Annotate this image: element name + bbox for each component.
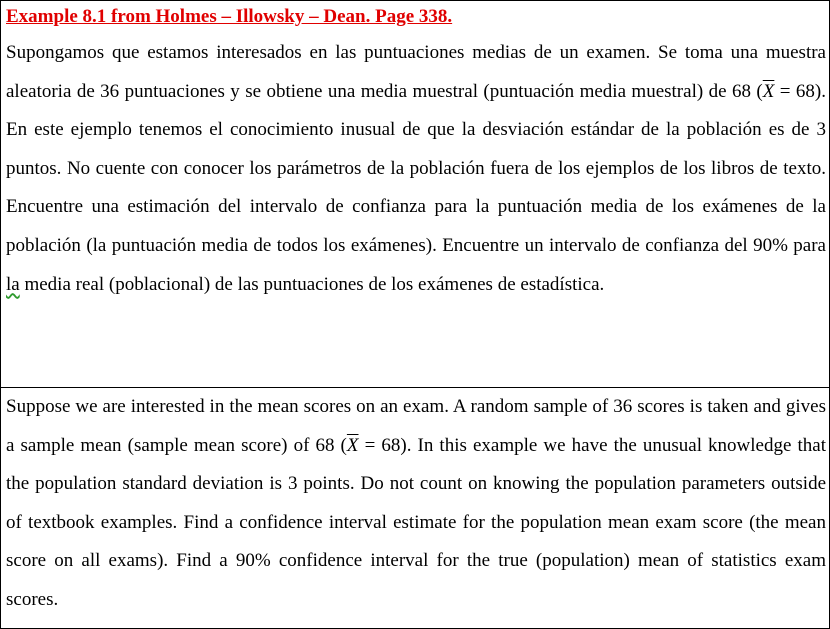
english-text-part2: ). In this example we have the unusual knowledge that the population standard deviation is 3 points. Do not count on knowing the population parameters outside of textbook examples. Find a confidence interval estimate for the population mean exam score (the mean score on all exams). Find a 90% confidence interval for the true (population) mean of statistics exam scores. [6,434,826,610]
formula-value: = 68 [774,80,815,102]
grammar-flagged-word[interactable]: la [6,273,20,295]
spanish-paragraph [6,34,826,304]
english-paragraph [6,388,826,620]
english-cell [1,388,829,628]
english-sample-mean-formula [347,435,400,456]
spanish-cell [1,1,829,388]
spanish-text-part1: Supongamos que estamos interesados en las puntuaciones medias de un examen. Se toma una muestra aleatoria de 36 puntuaciones y se obtiene una media muestral (puntuación media muestral) de 68 ( [6,42,826,102]
formula-value: = 68 [358,434,401,456]
x-bar-symbol: $\overline{X}$ [346,434,359,456]
spanish-text-part2: ). En este ejemplo tenemos el conocimiento inusual de que la desviación estándar de la población es de 3 puntos. No cuente con conocer los parámetros de la población fuera de los ejemplos de los libros de texto. Encuentre una estimación del intervalo de confianza para la puntuación media de los exámenes de la población (la puntuación media de todos los exámenes). Encuentre un intervalo de confianza del 90% para [6,80,826,256]
spanish-text-part3: media real (poblacional) de las puntuaciones de los exámenes de estadística. [19,273,605,295]
x-bar-symbol: $\overline{X}$ [762,80,775,102]
spanish-sample-mean-formula [763,81,815,102]
example-title: Example 8.1 from Holmes – Illowsky – Dean. Page 338. [6,6,453,27]
english-text-part1: Suppose we are interested in the mean scores on an exam. A random sample of 36 scores is taken and gives a sample mean (sample mean score) of 68 ( [6,396,826,456]
